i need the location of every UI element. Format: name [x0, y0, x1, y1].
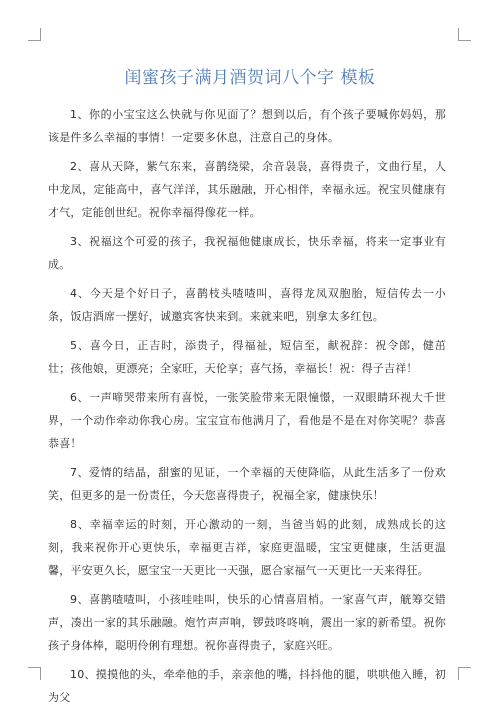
paragraph-9: 9、喜鹊喳喳叫，小孩哇哇叫，快乐的心情喜眉梢。一家喜气声，觥筹交错声，凑出一家的其乐融融。炮竹声声响，锣鼓咚咚响，震出一家的新希望。祝你孩子身体棒，聪明伶俐有理想。祝你喜得贵子，家庭兴旺。 [48, 593, 446, 652]
paragraph-10: 10、摸摸他的头，牵牵他的手，亲亲他的嘴，抖抖他的腿，哄哄他入睡，初为父 [48, 668, 446, 704]
page-corner-mark-top-left [28, 28, 41, 41]
document-body [48, 103, 446, 715]
page-corner-mark-top-right [458, 28, 471, 41]
page-corner-mark-bottom-right [458, 667, 471, 680]
paragraph-6: 6、一声啼哭带来所有喜悦，一张笑脸带来无限憧憬，一双眼睛环视大千世界，一个动作牵动你我心房。宝宝宣布他满月了，看他是不是在对你笑呢？恭喜恭喜！ [48, 391, 446, 450]
paragraph-7: 7、爱情的结晶，甜蜜的见证，一个幸福的天使降临，从此生活多了一份欢笑，但更多的是一份责任，今天您喜得贵子，祝福全家，健康快乐！ [48, 466, 446, 502]
paragraph-4: 4、今天是个好日子，喜鹊枝头喳喳叫，喜得龙凤双胞胎，短信传去一小条，饭店酒席一摆好，诚邀宾客快来到。来就来吧，别拿太多红包。 [48, 287, 446, 323]
paragraph-2: 2、喜从天降，紫气东来，喜鹊绕梁，余音袅袅，喜得贵子，文曲行星，人中龙凤，定能高中，喜气洋洋，其乐融融，开心相伴，幸福永远。祝宝贝健康有才气，定能创世纪。祝你幸福得像花一样。 [48, 160, 446, 219]
paragraph-1: 1、你的小宝宝这么快就与你见面了？想到以后，有个孩子要喊你妈妈，那该是件多么幸福的事情！一定要多休息，注意自己的身体。 [48, 108, 446, 144]
paragraph-5: 5、喜今日，正吉时，添贵子，得福祉，短信至，献祝辞：祝令郎，健茁壮；孩他娘，更漂亮；全家旺，天伦享；喜气扬，幸福长！祝：得子吉祥！ [48, 339, 446, 375]
paragraph-3: 3、祝福这个可爱的孩子，我祝福他健康成长，快乐幸福，将来一定事业有成。 [48, 235, 446, 271]
page-corner-mark-bottom-left [28, 667, 41, 680]
paragraph-8: 8、幸福幸运的时刻，开心激动的一刻，当爸当妈的此刻，成熟成长的这刻，我来祝你开心更快乐，幸福更吉祥，家庭更温暖，宝宝更健康，生活更温馨，平安更久长，愿宝宝一天更比一天强，愿合家福气一天更比一天来得狂。 [48, 518, 446, 577]
document-title: 闺蜜孩子满月酒贺词八个字 模板 [124, 68, 376, 88]
